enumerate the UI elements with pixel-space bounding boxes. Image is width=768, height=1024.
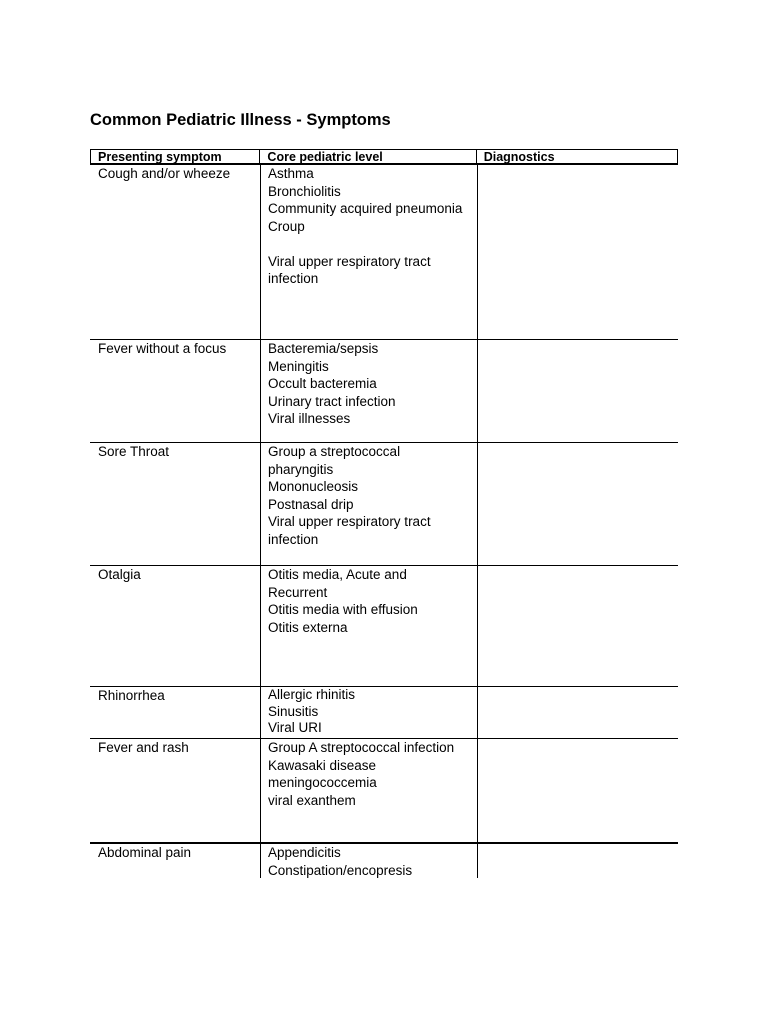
table-row bbox=[90, 739, 678, 844]
condition: Bronchiolitis bbox=[268, 183, 341, 199]
diagnostics-cell bbox=[477, 165, 678, 339]
symptoms-table bbox=[90, 149, 678, 878]
symptom-cell: Cough and/or wheeze bbox=[98, 166, 231, 181]
core-level-cell bbox=[260, 340, 477, 442]
diagnostics-cell bbox=[477, 443, 678, 565]
table-header bbox=[90, 149, 678, 165]
table-row bbox=[90, 443, 678, 566]
core-level-cell bbox=[260, 844, 477, 878]
condition: Sinusitis bbox=[268, 703, 319, 719]
page-title: Common Pediatric Illness - Symptoms bbox=[90, 111, 391, 129]
condition: Otitis media, Acute and bbox=[268, 567, 407, 582]
condition: Meningitis bbox=[268, 358, 329, 374]
symptom-cell: Rhinorrhea bbox=[98, 688, 165, 703]
condition: Asthma bbox=[268, 166, 314, 181]
symptom-cell: Sore Throat bbox=[98, 444, 170, 459]
diagnostics-cell bbox=[477, 844, 678, 878]
core-level-cell bbox=[260, 739, 477, 842]
condition: Viral URI bbox=[268, 720, 322, 735]
condition: Viral upper respiratory tract bbox=[268, 253, 431, 269]
condition: infection bbox=[268, 271, 319, 286]
condition: Group A streptococcal infection bbox=[268, 740, 455, 755]
symptom-cell: Fever without a focus bbox=[98, 341, 227, 356]
condition: Viral illnesses bbox=[268, 411, 351, 426]
blank-line bbox=[268, 235, 477, 253]
header-diagnostics: Diagnostics bbox=[483, 150, 555, 164]
diagnostics-cell bbox=[477, 340, 678, 442]
symptom-cell: Fever and rash bbox=[98, 740, 189, 755]
condition: Croup bbox=[268, 218, 305, 234]
header-core-pediatric-level: Core pediatric level bbox=[260, 150, 476, 163]
condition: meningococcemia bbox=[268, 775, 377, 790]
condition: Community acquired pneumonia bbox=[268, 201, 463, 216]
condition: Urinary tract infection bbox=[268, 393, 396, 409]
diagnostics-cell bbox=[477, 566, 678, 686]
condition: Allergic rhinitis bbox=[268, 687, 356, 702]
condition: pharyngitis bbox=[268, 461, 334, 477]
condition: Viral upper respiratory tract bbox=[268, 514, 431, 529]
table-row bbox=[90, 844, 678, 878]
condition: Otitis externa bbox=[268, 619, 348, 635]
symptom-cell: Otalgia bbox=[98, 567, 141, 582]
core-level-cell bbox=[260, 687, 477, 738]
diagnostics-cell bbox=[477, 739, 678, 842]
condition: infection bbox=[268, 531, 319, 547]
core-level-cell bbox=[260, 566, 477, 686]
table-row bbox=[90, 566, 678, 687]
condition: Constipation/encopresis bbox=[268, 862, 413, 878]
condition: Postnasal drip bbox=[268, 496, 354, 512]
condition: Otitis media with effusion bbox=[268, 602, 418, 617]
symptom-cell: Abdominal pain bbox=[98, 845, 192, 860]
condition: Kawasaki disease bbox=[268, 757, 377, 773]
condition: Group a streptococcal bbox=[268, 444, 401, 459]
condition: Occult bacteremia bbox=[268, 376, 377, 391]
condition: Bacteremia/sepsis bbox=[268, 341, 379, 356]
table-row bbox=[90, 687, 678, 739]
table-row bbox=[90, 165, 678, 340]
condition: Mononucleosis bbox=[268, 479, 359, 494]
condition: Appendicitis bbox=[268, 845, 341, 860]
header-presenting-symptom: Presenting symptom bbox=[91, 150, 260, 163]
diagnostics-cell bbox=[477, 687, 678, 738]
table-row bbox=[90, 340, 678, 443]
core-level-cell bbox=[260, 165, 477, 339]
core-level-cell bbox=[260, 443, 477, 565]
condition: viral exanthem bbox=[268, 792, 356, 808]
condition: Recurrent bbox=[268, 584, 328, 600]
